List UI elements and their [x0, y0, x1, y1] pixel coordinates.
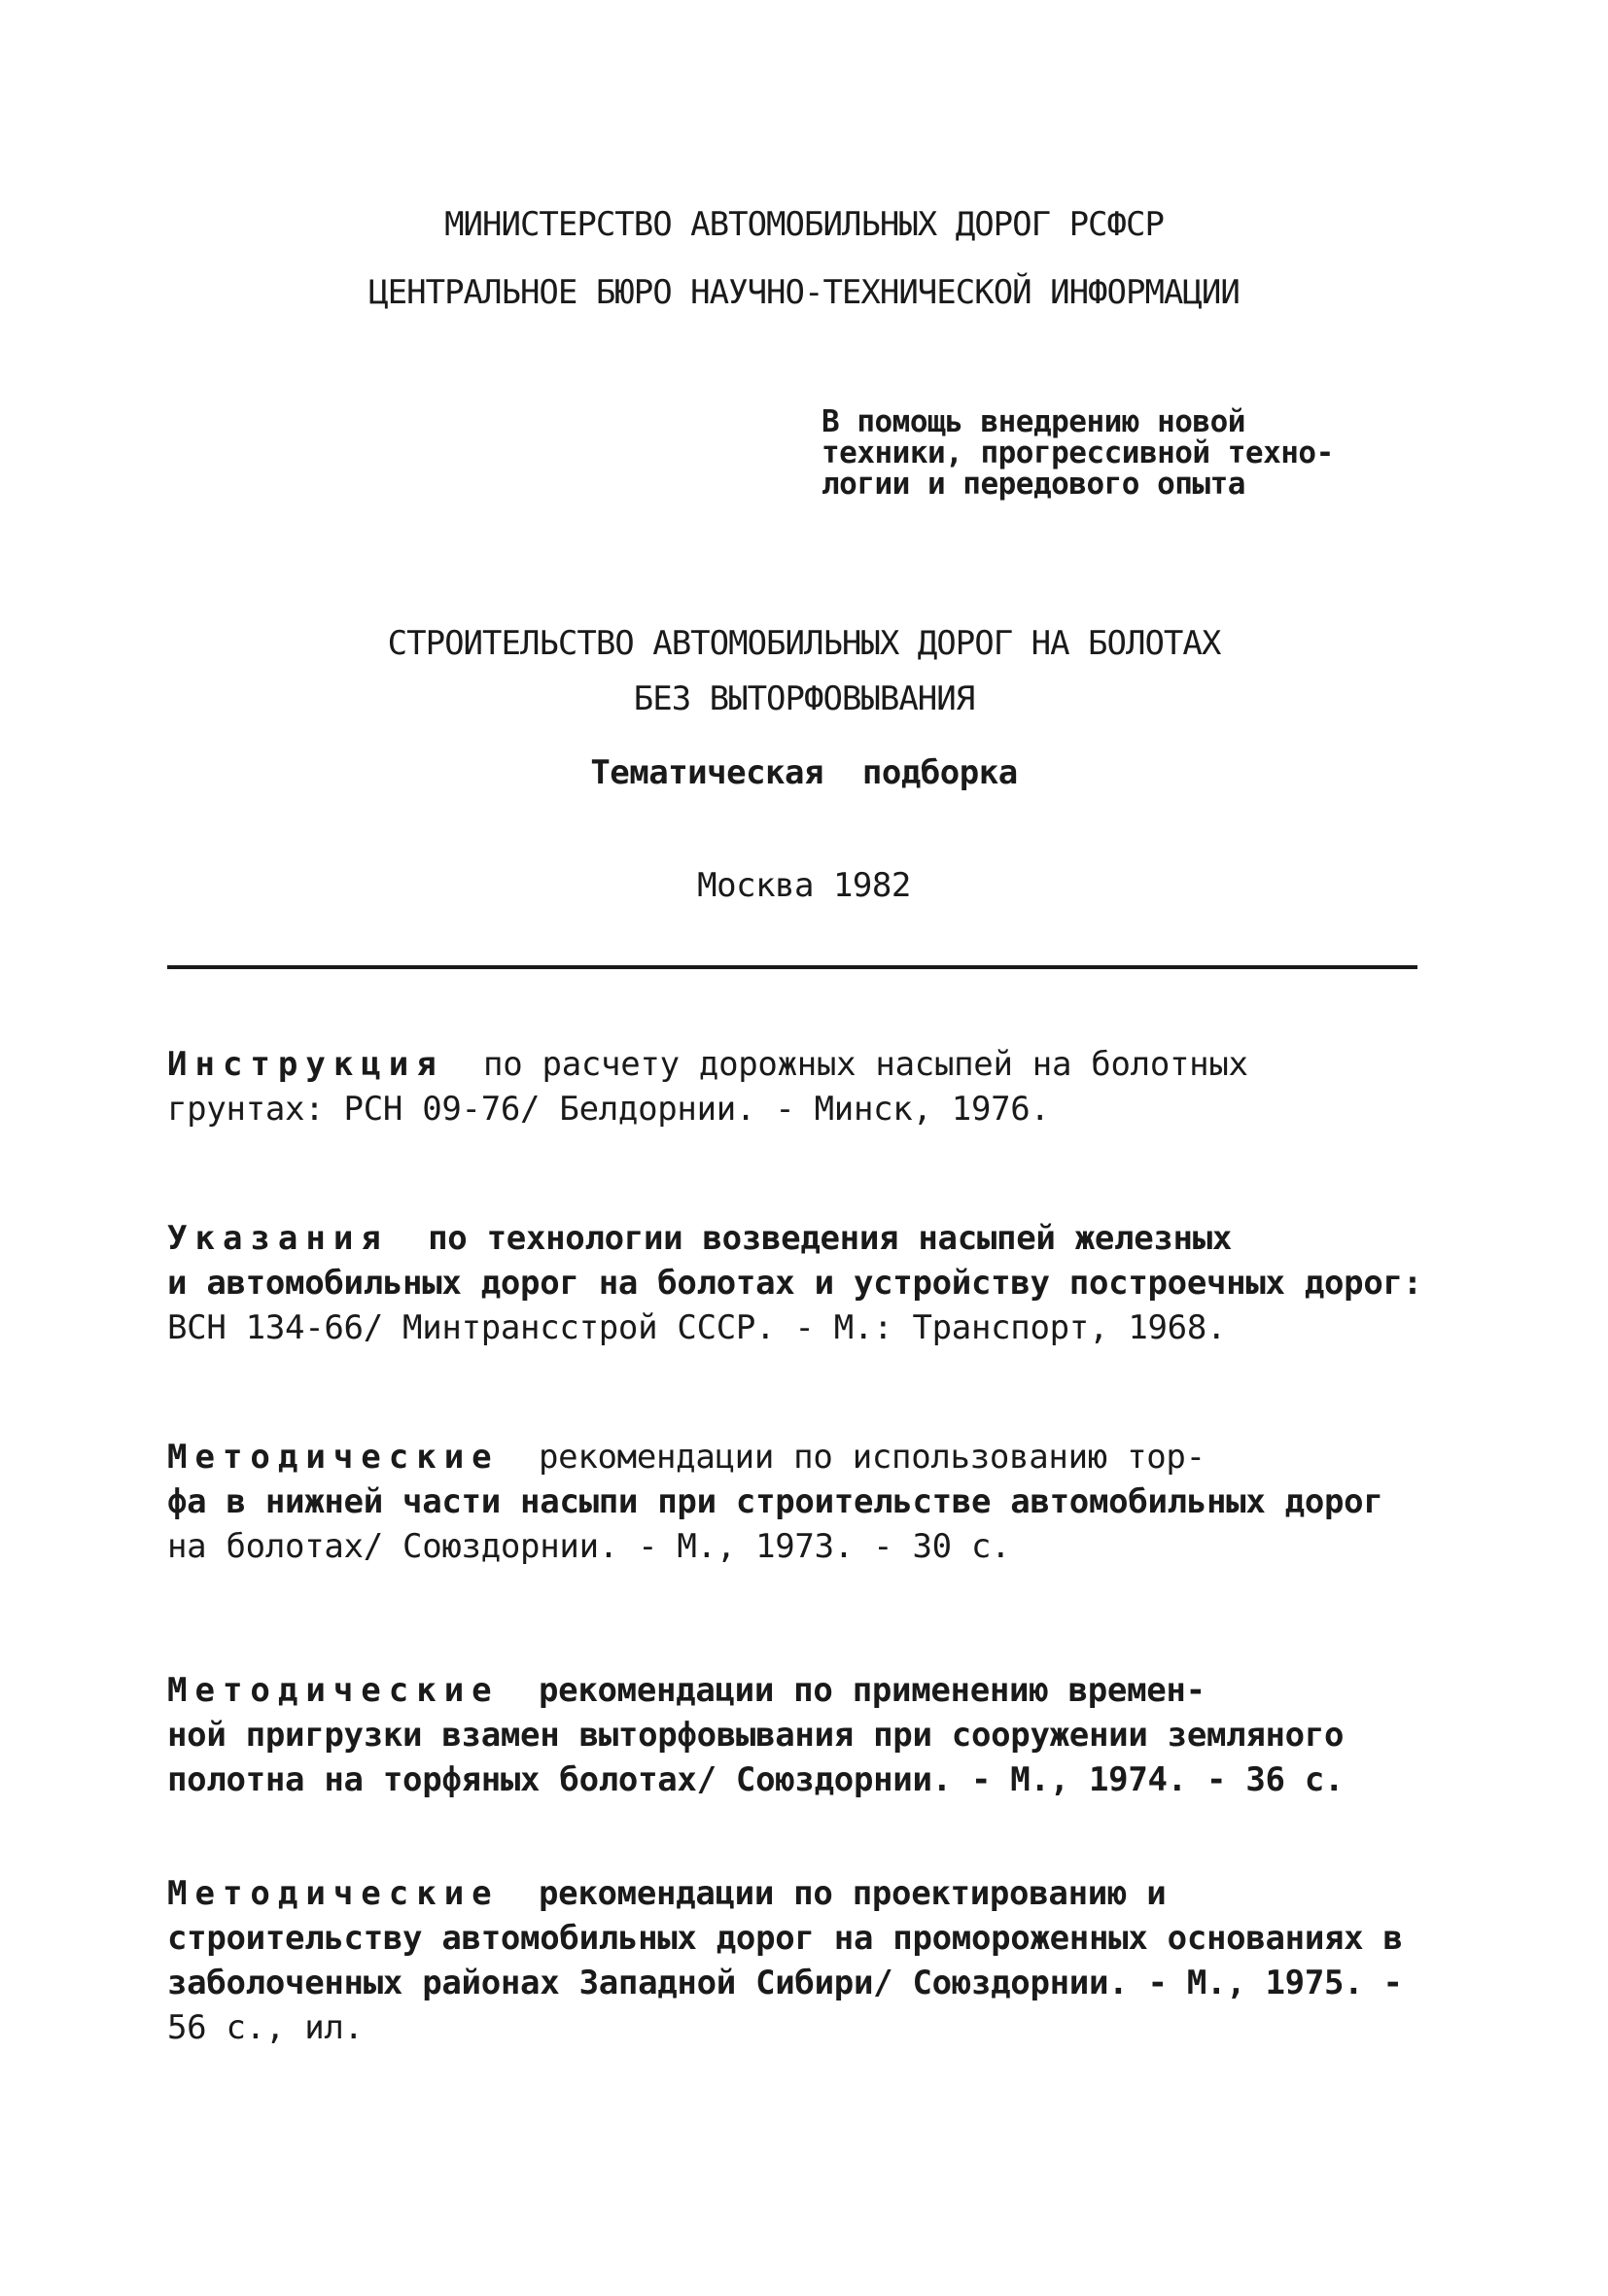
- reference-lead-word: Методические: [167, 1438, 500, 1477]
- reference-entry: [167, 1216, 1431, 1350]
- reference-entry: [167, 1042, 1431, 1131]
- reference-text: рекомендации по применению времен-: [499, 1671, 1206, 1710]
- reference-text: строительству автомобильных дорог на промороженных основаниях в: [167, 1919, 1403, 1958]
- series-note-line: техники, прогрессивной техно-: [821, 435, 1334, 470]
- reference-lead-word: Указания: [167, 1219, 389, 1258]
- reference-text: ной пригрузки взамен выторфовывания при сооружении земляного: [167, 1716, 1345, 1755]
- document-subtitle: Тематическая подборка: [590, 753, 1018, 792]
- publication-place-year: Москва 1982: [697, 866, 911, 905]
- reference-text: на болотах/ Союздорнии. - М., 1973. - 30 с.: [167, 1527, 1011, 1566]
- series-note: [821, 406, 1334, 500]
- reference-text: фа в нижней части насыпи при строительстве автомобильных дорог: [167, 1482, 1383, 1521]
- reference-lead-word: Методические: [167, 1874, 500, 1913]
- reference-text: ВСН 134-66/ Минтрансстрой СССР. - М.: Транспорт, 1968.: [167, 1308, 1227, 1347]
- horizontal-divider: [167, 965, 1417, 969]
- reference-text: по технологии возведения насыпей железных: [388, 1219, 1233, 1258]
- document-title-line-1: СТРОИТЕЛЬСТВО АВТОМОБИЛЬНЫХ ДОРОГ НА БОЛОТАХ: [387, 624, 1221, 663]
- document-title-line-2: БЕЗ ВЫТОРФОВЫВАНИЯ: [633, 679, 975, 718]
- series-note-line: В помощь внедрению новой: [821, 404, 1245, 439]
- reference-text: по расчету дорожных насыпей на болотных: [443, 1045, 1248, 1084]
- reference-text: рекомендации по использованию тор-: [499, 1438, 1206, 1477]
- reference-text: полотна на торфяных болотах/ Союздорнии. - М., 1974. - 36 с.: [167, 1760, 1345, 1799]
- reference-text: грунтах: РСН 09-76/ Белдорнии. - Минск, 1976.: [167, 1090, 1050, 1129]
- reference-lead-word: Методические: [167, 1671, 500, 1710]
- reference-text: 56 с., ил.: [167, 2008, 364, 2047]
- reference-lead-word: Инструкция: [167, 1045, 444, 1084]
- reference-text: и автомобильных дорог на болотах и устройству построечных дорог:: [167, 1264, 1422, 1303]
- bureau-heading: ЦЕНТРАЛЬНОЕ БЮРО НАУЧНО-ТЕХНИЧЕСКОЙ ИНФОРМАЦИИ: [368, 273, 1240, 312]
- ministry-heading: МИНИСТЕРСТВО АВТОМОБИЛЬНЫХ ДОРОГ РСФСР: [444, 205, 1164, 244]
- reference-entry: [167, 1871, 1431, 2050]
- series-note-line: логии и передового опыта: [821, 467, 1245, 502]
- reference-entry: [167, 1435, 1431, 1569]
- reference-entry: [167, 1668, 1431, 1802]
- reference-text: заболоченных районах Западной Сибири/ Союздорнии. - М., 1975. -: [167, 1964, 1403, 2002]
- reference-text: рекомендации по проектированию и: [499, 1874, 1167, 1913]
